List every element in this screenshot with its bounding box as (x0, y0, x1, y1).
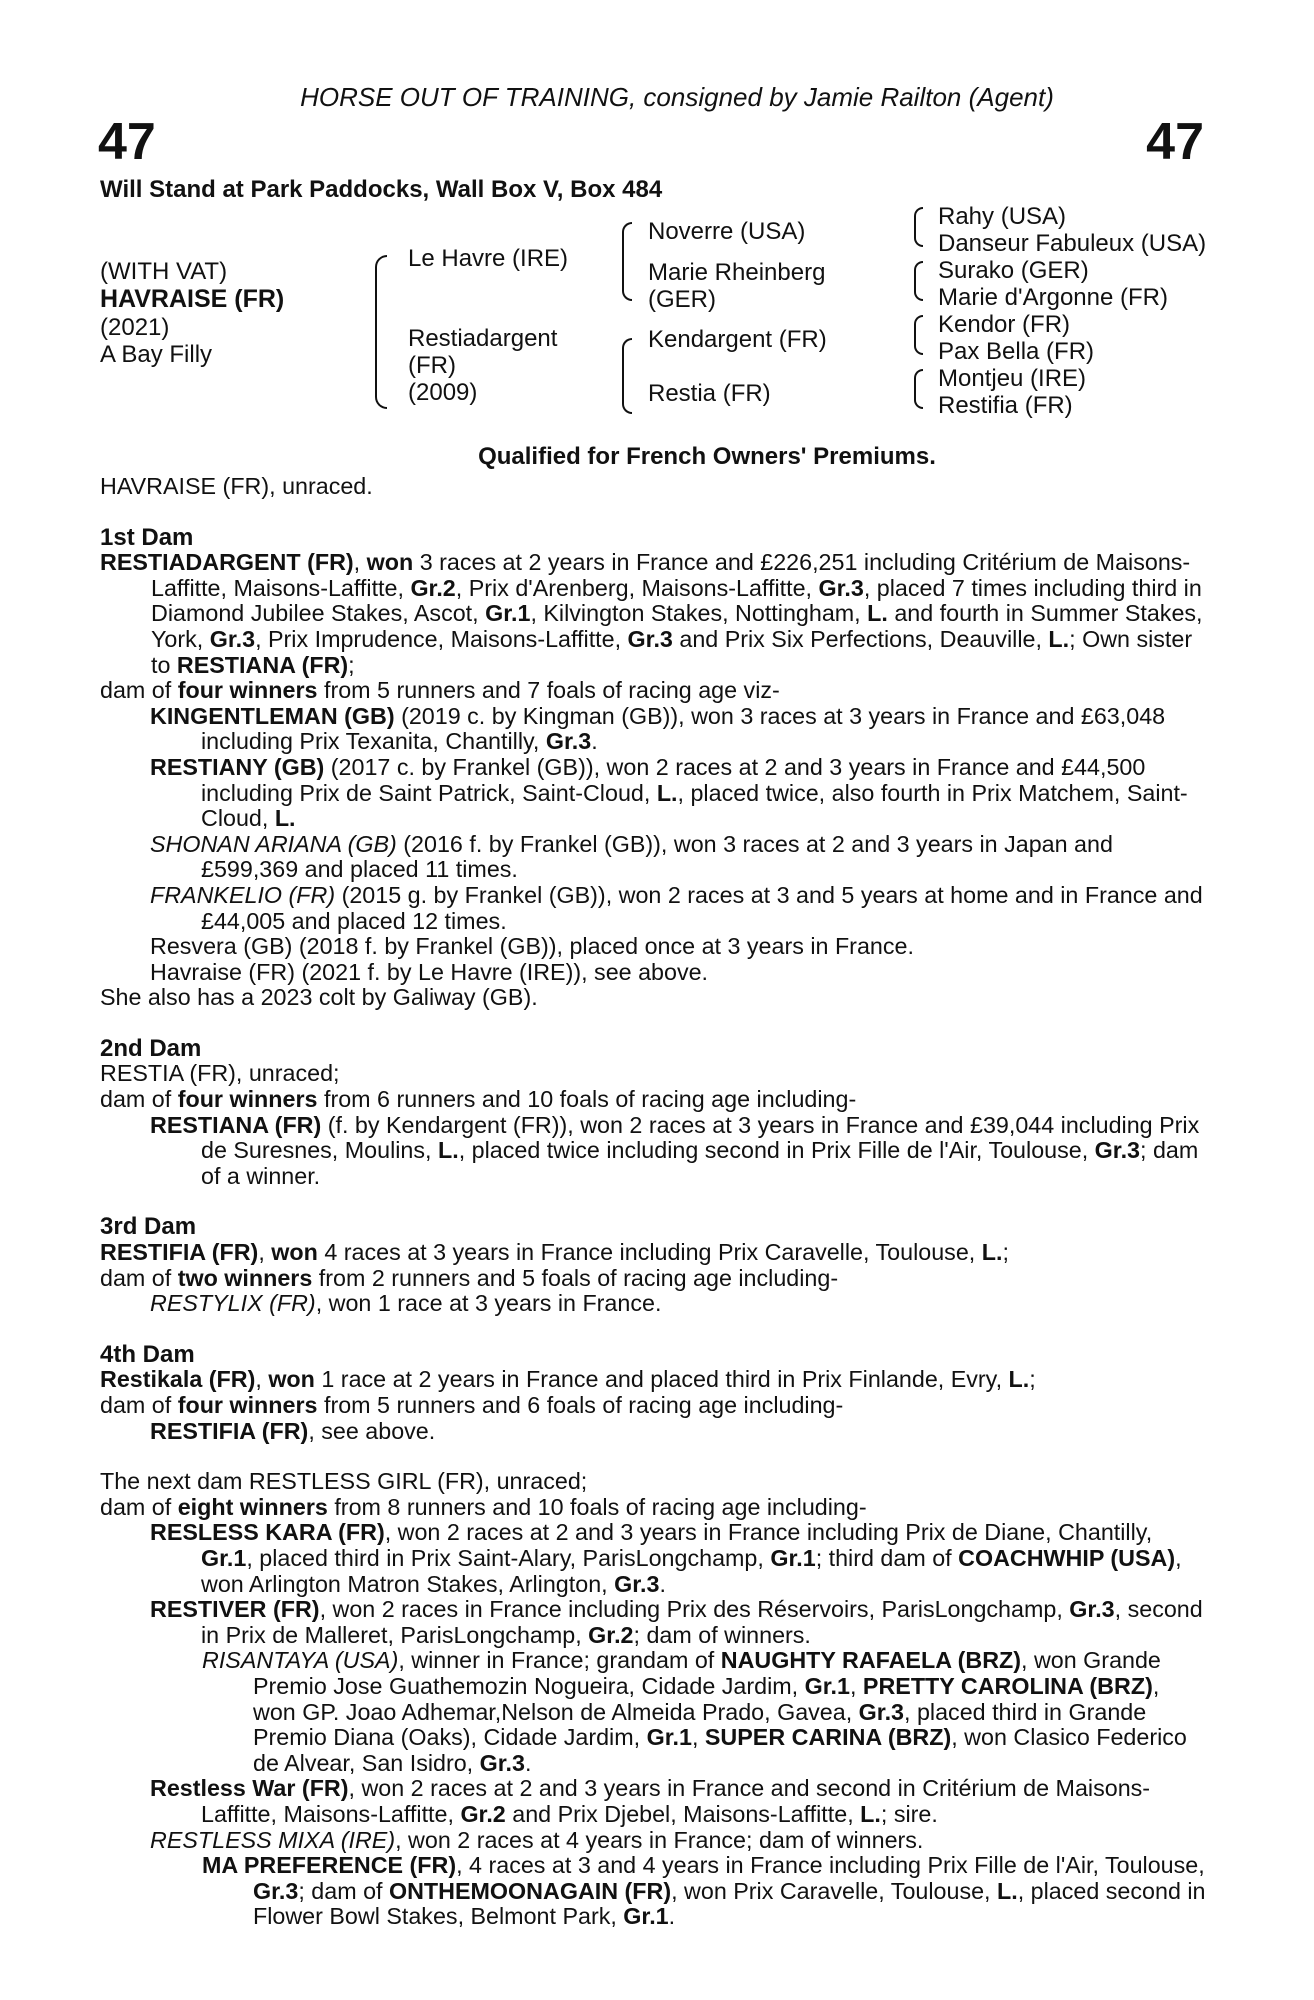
gen3-1: Rahy (USA) (938, 203, 1067, 230)
second-dam-text: RESTIA (FR), unraced; (100, 1060, 340, 1087)
pedigree-bracket-1 (375, 255, 387, 409)
catalogue-body (100, 474, 1206, 1930)
produce-restless-war: Restless War (FR), won 2 races at 2 and 3 years in France and second in Critérium de Maisons-Laffitte, Maisons-Laffitte, Gr.2 and Prix Djebel, Maisons-Laffitte, L.; sire. (150, 1775, 1151, 1827)
first-dam-heading: 1st Dam (100, 523, 194, 551)
gen3-5: Kendor (FR) (938, 311, 1071, 338)
horse-name: HAVRAISE (FR) (100, 285, 285, 313)
dam-line-3: (2009) (408, 379, 478, 406)
pedigree-bracket-3d (914, 369, 923, 409)
gen3-3: Surako (GER) (938, 257, 1089, 284)
sire-dam-line-1: Marie Rheinberg (648, 259, 826, 286)
second-dam-produce-summary: dam of four winners from 6 runners and 10 foals of racing age including- (100, 1086, 857, 1113)
sire: Le Havre (IRE) (408, 245, 569, 272)
sire-sire: Noverre (USA) (648, 218, 806, 245)
produce-2023-colt: She also has a 2023 colt by Galiway (GB). (100, 984, 538, 1011)
gen3-4: Marie d'Argonne (FR) (938, 284, 1168, 311)
vat-note: (WITH VAT) (100, 258, 228, 285)
sire-dam-line-2: (GER) (648, 286, 716, 313)
dam-line-1: Restiadargent (408, 325, 558, 352)
next-dam-text: The next dam RESTLESS GIRL (FR), unraced; (100, 1468, 588, 1495)
pedigree-bracket-3c (914, 315, 923, 355)
horse-description: A Bay Filly (100, 341, 213, 368)
produce-restifia: RESTIFIA (FR), see above. (150, 1417, 436, 1444)
pedigree-bracket-3a (914, 207, 923, 247)
produce-ma-preference: MA PREFERENCE (FR), 4 races at 3 and 4 years in France including Prix Fille de l'Air, Toulouse, Gr.3; dam of ONTHEMOONAGAIN (FR), won Prix Caravelle, Toulouse, L., placed second in Flower Bowl Stakes, Belmont Park, Gr.1. (202, 1852, 1206, 1930)
next-dam-produce-summary: dam of eight winners from 8 runners and 10 foals of racing age including- (100, 1493, 867, 1520)
produce-restiana: RESTIANA (FR) (f. by Kendargent (FR)), won 2 races at 3 years in France and £39,044 including Prix de Suresnes, Moulins, L., placed twice including second in Prix Fille de l'Air, Toulouse, Gr.3; dam of a winner. (150, 1111, 1200, 1189)
fourth-dam-heading: 4th Dam (100, 1340, 195, 1368)
produce-restylix: RESTYLIX (FR), won 1 race at 3 years in France. (150, 1290, 662, 1317)
third-dam-text: RESTIFIA (FR), won 4 races at 3 years in France including Prix Caravelle, Toulouse, L.; (100, 1239, 1009, 1266)
produce-resvera: Resvera (GB) (2018 f. by Frankel (GB)), placed once at 3 years in France. (150, 933, 914, 960)
produce-resless-kara: RESLESS KARA (FR), won 2 races at 2 and 3 years in France including Prix de Diane, Chantilly, Gr.1, placed third in Prix Saint-Alary, ParisLongchamp, Gr.1; third dam of COACHWHIP (USA), won Arlington Matron Stakes, Arlington, Gr.3. (150, 1519, 1182, 1597)
gen3-8: Restifia (FR) (938, 392, 1073, 419)
produce-frankelio: FRANKELIO (FR) (2015 g. by Frankel (GB)), won 2 races at 3 and 5 years at home and in France and £44,005 and placed 12 times. (150, 881, 1203, 934)
stand-location: Will Stand at Park Paddocks, Wall Box V, Box 484 (100, 176, 663, 203)
dam-line-2: (FR) (408, 352, 456, 379)
lot-number-left: 47 (98, 113, 156, 171)
pedigree-bracket-2a (622, 222, 632, 301)
produce-restless-mixa: RESTLESS MIXA (IRE), won 2 races at 4 years in France; dam of winners. (150, 1826, 924, 1853)
unraced-line: HAVRAISE (FR), unraced. (100, 473, 373, 499)
third-dam-produce-summary: dam of two winners from 2 runners and 5 foals of racing age including- (100, 1264, 839, 1291)
produce-risantaya: RISANTAYA (USA), winner in France; grandam of NAUGHTY RAFAELA (BRZ), won Grande Premio Jose Guathemozin Nogueira, Cidade Jardim, Gr.1, PRETTY CAROLINA (BRZ), won GP. Joao Adhemar,Nelson de Almeida Prado, Gavea, Gr.3, placed third in Grande Premio Diana (Oaks), Cidade Jardim, Gr.1, SUPER CARINA (BRZ), won Clasico Federico de Alvear, San Isidro, Gr.3. (202, 1647, 1187, 1776)
third-dam-heading: 3rd Dam (100, 1213, 197, 1241)
produce-shonan-ariana: SHONAN ARIANA (GB) (2016 f. by Frankel (GB)), won 3 races at 2 and 3 years in Japan and £599,369 and placed 11 times. (150, 830, 1113, 883)
produce-restiany: RESTIANY (GB) (2017 c. by Frankel (GB)), won 2 races at 2 and 3 years in France and £44,500 including Prix de Saint Patrick, Saint-Cloud, L., placed twice, also fourth in Prix Matchem, Saint-Cloud, L. (150, 753, 1188, 832)
gen3-7: Montjeu (IRE) (938, 365, 1087, 392)
gen3-2: Danseur Fabuleux (USA) (938, 230, 1207, 257)
fourth-dam-produce-summary: dam of four winners from 5 runners and 6 foals of racing age including- (100, 1392, 844, 1418)
pedigree-bracket-2b (622, 338, 632, 414)
produce-kingentleman: KINGENTLEMAN (GB) (2019 c. by Kingman (GB)), won 3 races at 3 years in France and £63,048 including Prix Texanita, Chantilly, Gr.3. (150, 702, 1166, 755)
lot-number-right: 47 (1146, 113, 1204, 171)
gen3-6: Pax Bella (FR) (938, 338, 1095, 365)
produce-restiver: RESTIVER (FR), won 2 races in France including Prix des Réservoirs, ParisLongchamp, Gr.3, second in Prix de Malleret, ParisLongchamp, Gr.2; dam of winners. (150, 1596, 1203, 1648)
first-dam-produce-summary: dam of four winners from 5 runners and 7 foals of racing age viz- (100, 677, 780, 704)
qualified-premiums: Qualified for French Owners' Premiums. (478, 443, 936, 470)
dam-sire: Kendargent (FR) (648, 326, 827, 353)
pedigree-bracket-3b (914, 261, 923, 301)
first-dam-text: RESTIADARGENT (FR), won 3 races at 2 years in France and £226,251 including Critérium de Maisons-Laffitte, Maisons-Laffitte, Gr.2, Prix d'Arenberg, Maisons-Laffitte, Gr.3, placed 7 times including third in Diamond Jubilee Stakes, Ascot, Gr.1, Kilvington Stakes, Nottingham, L. and fourth in Summer Stakes, York, Gr.3, Prix Imprudence, Maisons-Laffitte, Gr.3 and Prix Six Perfections, Deauville, L.; Own sister to RESTIANA (FR); (100, 549, 1203, 678)
produce-havraise: Havraise (FR) (2021 f. by Le Havre (IRE)), see above. (150, 958, 709, 985)
horse-year: (2021) (100, 314, 170, 341)
consignor-header: HORSE OUT OF TRAINING, consigned by Jamie Railton (Agent) (300, 82, 1054, 112)
dam-dam: Restia (FR) (648, 380, 771, 407)
second-dam-heading: 2nd Dam (100, 1034, 202, 1062)
fourth-dam-text: Restikala (FR), won 1 race at 2 years in France and placed third in Prix Finlande, Evry, L.; (100, 1366, 1036, 1393)
